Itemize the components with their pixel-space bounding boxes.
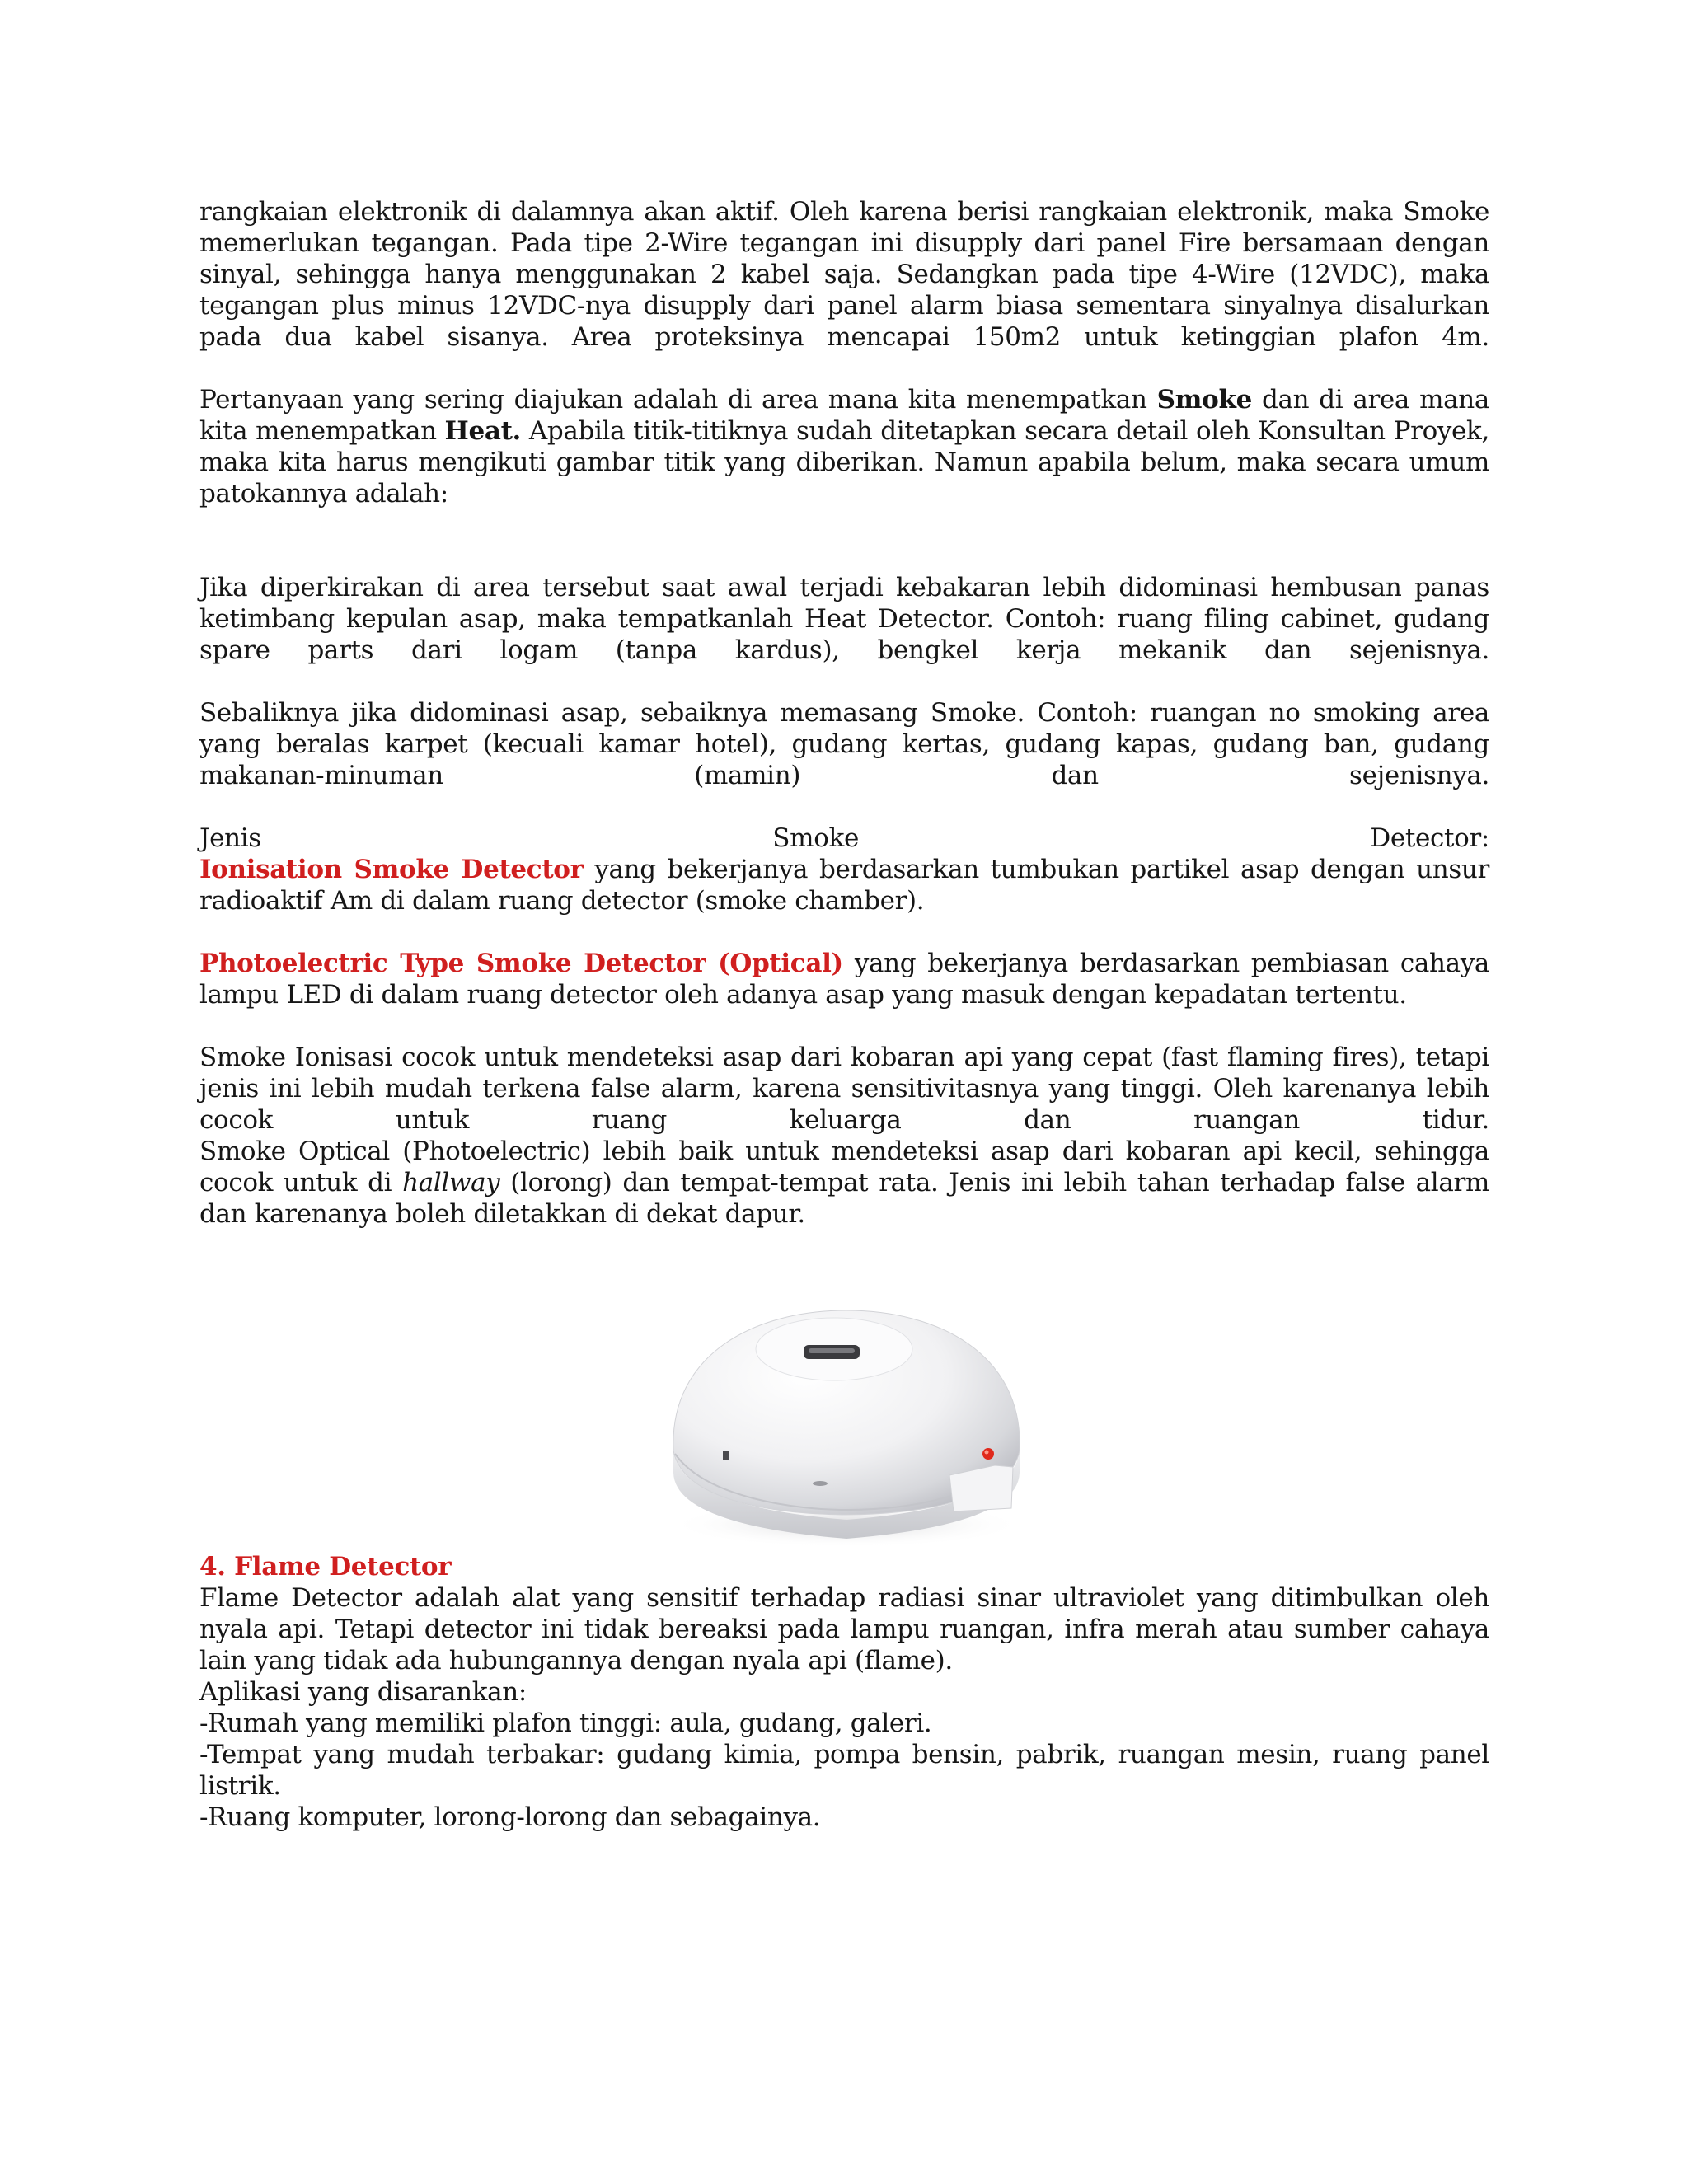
photoelectric-desc: yang bekerjanya berdasarkan pembiasan cahaya lampu LED di dalam ruang detector oleh adanya asap yang masuk dengan kepadatan tertentu. [199,949,1490,1010]
ionisation-paragraph [199,854,1489,916]
placement-question-paragraph [199,384,1489,509]
heat-guidance-paragraph: Jika diperkirakan di area tersebut saat awal terjadi kebakaran lebih didominasi hembusan panas ketimbang kepulan asap, maka tempatkanlah Heat Detector. Contoh: ruang filing cabinet, gudang spare parts dari logam (tanpa kardus), bengkel kerja mekanik dan sejenisnya. [199,573,1489,665]
applications-title: Aplikasi yang disarankan: [199,1677,528,1707]
detector-small-mark [813,1481,828,1486]
smoke-detector-figure [199,1304,1489,1551]
smoke-types-header: Jenis Smoke Detector: [199,823,1489,853]
hallway-term: hallway [402,1168,500,1197]
application-item: -Rumah yang memiliki plafon tinggi: aula, gudang, galeri. [199,1708,932,1738]
smoke-guidance-paragraph: Sebaliknya jika didominasi asap, sebaiknya memasang Smoke. Contoh: ruangan no smoking area yang beralas karpet (kecuali kamar hotel), gudang kertas, gudang kapas, gudang ban, gudang makanan-minuman (mamin) dan sejenisnya. [199,698,1489,790]
photoelectric-title: Photoelectric Type Smoke Detector (Optical) [199,949,843,978]
ionisation-title: Ionisation Smoke Detector [199,855,584,884]
optical-text-a: Smoke Optical (Photoelectric) lebih baik untuk mendeteksi asap dari kobaran api kecil, sehingga cocok untuk di [199,1137,1489,1197]
photoelectric-paragraph [199,948,1489,1010]
placement-text-a: Pertanyaan yang sering diajukan adalah di area mana kita menempatkan [199,385,1157,415]
detector-led-light [982,1448,994,1460]
intro-paragraph: rangkaian elektronik di dalamnya akan aktif. Oleh karena berisi rangkaian elektronik, maka Smoke memerlukan tegangan. Pada tipe 2-Wire tegangan ini disupply dari panel Fire bersamaan dengan sinyal, sehingga hanya menggunakan 2 kabel saja. Sedangkan pada tipe 4-Wire (12VDC), maka tegangan plus minus 12VDC-nya disupply dari panel alarm biasa sementara sinyalnya disalurkan pada dua kabel sisanya. Area proteksinya mencapai 150m2 untuk ketinggian plafon 4m. [199,197,1489,352]
optical-text-b: (lorong) dan tempat-tempat rata. Jenis ini lebih tahan terhadap false alarm dan karenanya boleh diletakkan di dekat dapur. [199,1168,1490,1229]
smoke-detector-photo-icon [657,1304,1036,1551]
ionisation-desc: yang bekerjanya berdasarkan tumbukan partikel asap dengan unsur radioaktif Am di dalam ruang detector (smoke chamber). [199,855,1489,916]
heat-keyword: Heat. [444,416,521,446]
application-item: -Ruang komputer, lorong-lorong dan sebagainya. [199,1802,821,1832]
application-item: -Tempat yang mudah terbakar: gudang kimia, pompa bensin, pabrik, ruangan mesin, ruang panel listrik. [199,1740,1489,1801]
placement-text-b: dan di area mana kita menempatkan [199,385,1489,446]
placement-text-c: Apabila titik-titiknya sudah ditetapkan secara detail oleh Konsultan Proyek, maka kita harus mengikuti gambar titik yang diberikan. Namun apabila belum, maka secara umum patokannya adalah: [199,416,1489,509]
ionisation-comparison-paragraph: Smoke Ionisasi cocok untuk mendeteksi asap dari kobaran api yang cepat (fast flaming fires), tetapi jenis ini lebih mudah terkena false alarm, karena sensitivitasnya yang tinggi. Oleh karenanya lebih cocok untuk ruang keluarga dan ruangan tidur. [199,1043,1489,1135]
detector-side-port [723,1451,729,1460]
flame-detector-heading: 4. Flame Detector [199,1552,452,1582]
smoke-keyword: Smoke [1156,385,1252,415]
document-page [199,196,1489,1833]
flame-detector-desc: Flame Detector adalah alat yang sensitif terhadap radiasi sinar ultraviolet yang ditimbulkan oleh nyala api. Tetapi detector ini tidak bereaksi pada lampu ruangan, infra merah atau sumber cahaya lain yang tidak ada hubungannya dengan nyala api (flame). [199,1583,1489,1675]
optical-comparison-paragraph [199,1136,1489,1230]
